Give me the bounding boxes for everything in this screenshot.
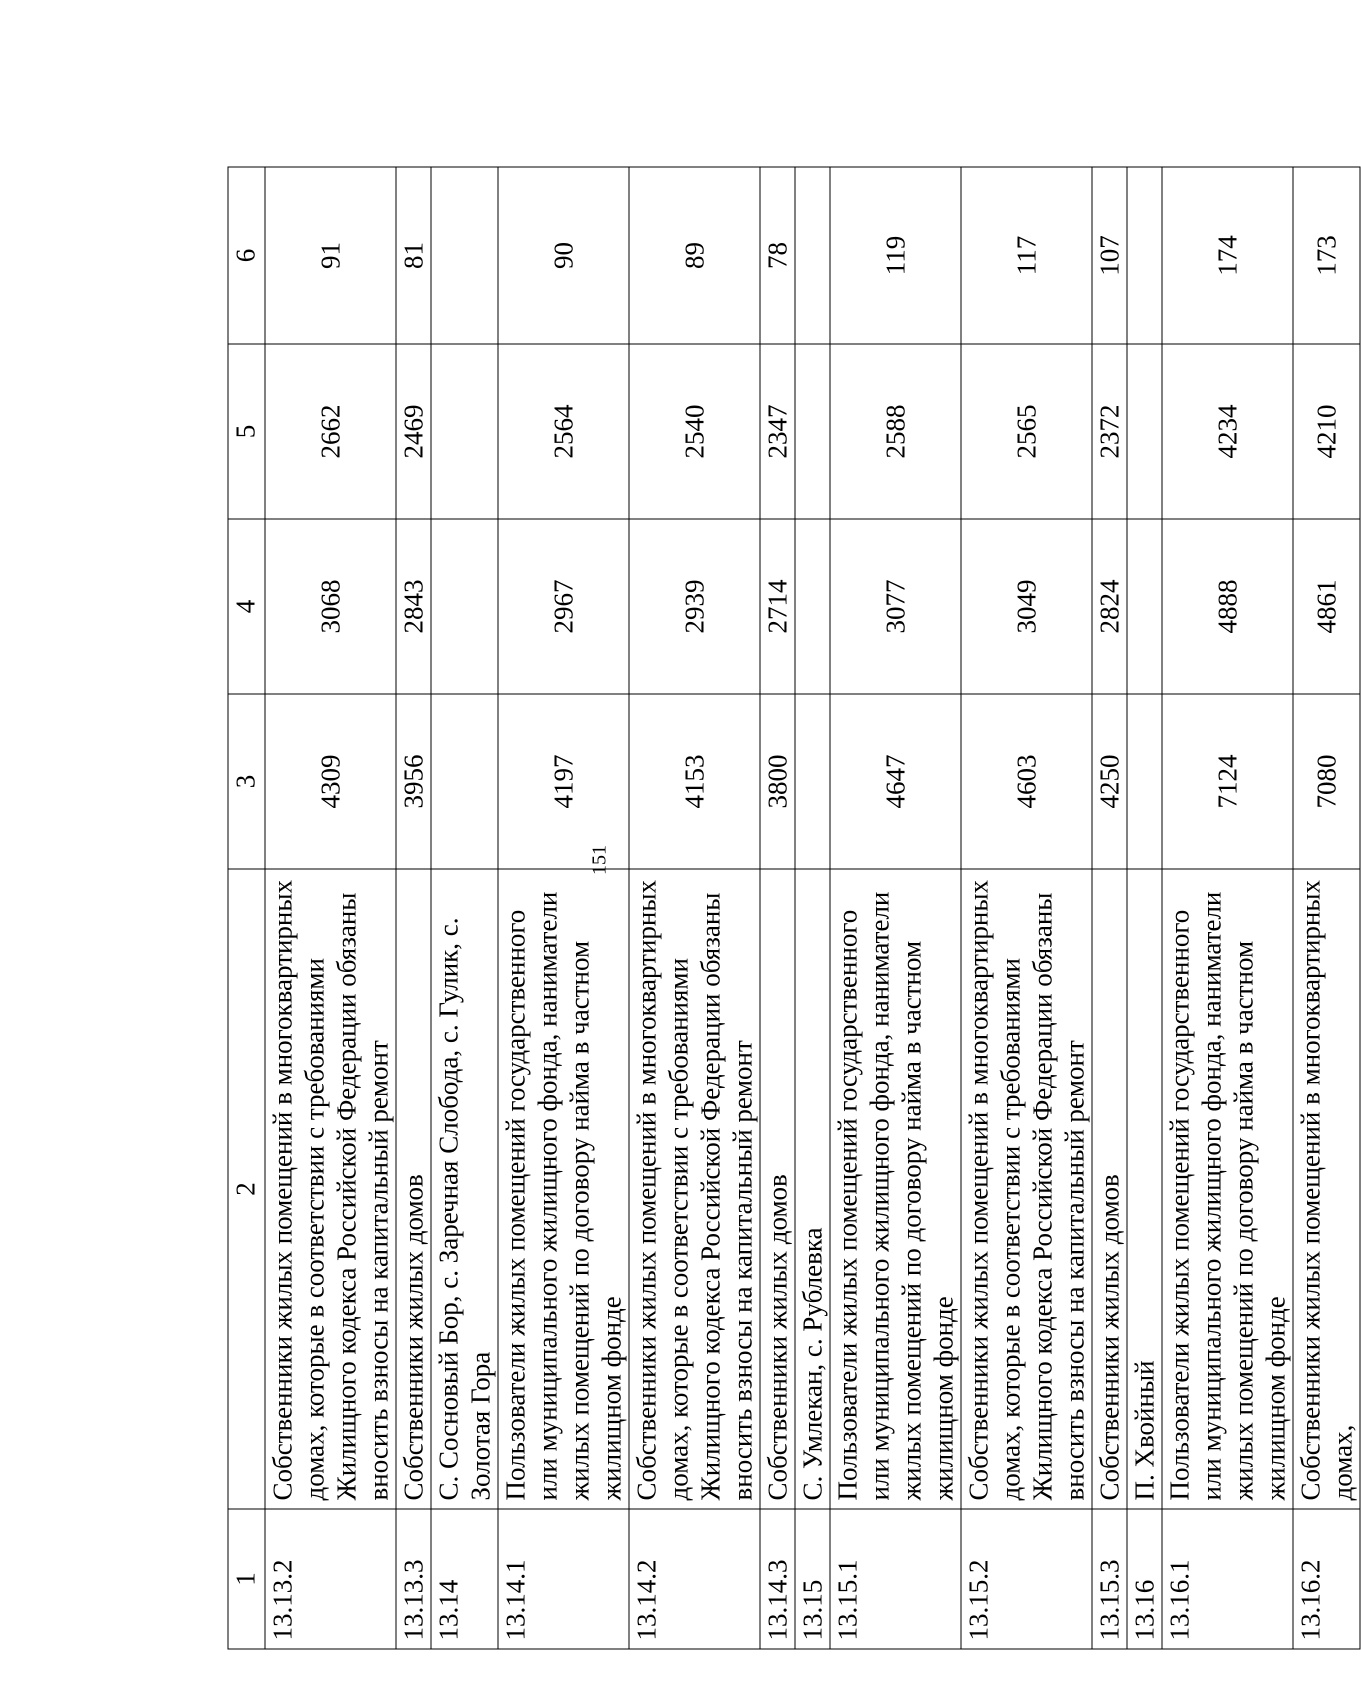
row-description: Пользователи жилых помещений государственного или муниципального жилищного фонда, наниматели жилых помещений по договору найма в частном жилищном фонде xyxy=(498,869,629,1509)
column-header-5: 5 xyxy=(228,344,265,519)
row-description: Собственники жилых помещений в многоквартирных домах, xyxy=(1293,869,1360,1509)
value-col-4 xyxy=(431,519,498,694)
value-col-3: 4647 xyxy=(830,694,961,869)
row-code: 13.16.1 xyxy=(1162,1509,1293,1649)
row-code: 13.16.2 xyxy=(1293,1509,1360,1649)
row-code: 13.15 xyxy=(795,1509,830,1649)
rotated-page xyxy=(228,167,1358,1649)
table-row xyxy=(961,167,1092,1649)
row-description: Собственники жилых домов xyxy=(396,869,431,1509)
value-col-4: 3049 xyxy=(961,519,1092,694)
value-col-4: 4861 xyxy=(1293,519,1360,694)
value-col-3: 4197 xyxy=(498,694,629,869)
section-title: П. Хвойный xyxy=(1127,869,1162,1509)
row-description: Пользователи жилых помещений государственного или муниципального жилищного фонда, наниматели жилых помещений по договору найма в частном жилищном фонде xyxy=(1162,869,1293,1509)
value-col-3: 7080 xyxy=(1293,694,1360,869)
value-col-4: 2824 xyxy=(1092,519,1127,694)
column-header-3: 3 xyxy=(228,694,265,869)
value-col-4: 2714 xyxy=(760,519,795,694)
value-col-5: 2588 xyxy=(830,344,961,519)
value-col-4: 3068 xyxy=(265,519,396,694)
page-number: 151 xyxy=(588,845,611,875)
row-description: Собственники жилых помещений в многоквартирных домах, которые в соответствии с требованиями Жилищного кодекса Российской Федерации обязаны вносить взносы на капитальный ремонт xyxy=(629,869,760,1509)
row-code: 13.13.2 xyxy=(265,1509,396,1649)
row-code: 13.15.2 xyxy=(961,1509,1092,1649)
table-row xyxy=(1092,167,1127,1649)
value-col-5: 2540 xyxy=(629,344,760,519)
row-code: 13.15.1 xyxy=(830,1509,961,1649)
value-col-3 xyxy=(795,694,830,869)
row-description: Собственники жилых помещений в многоквартирных домах, которые в соответствии с требованиями Жилищного кодекса Российской Федерации обязаны вносить взносы на капитальный ремонт xyxy=(961,869,1092,1509)
value-col-5: 2347 xyxy=(760,344,795,519)
value-col-3 xyxy=(1127,694,1162,869)
value-col-5 xyxy=(795,344,830,519)
row-code: 13.14 xyxy=(431,1509,498,1649)
value-col-6 xyxy=(795,167,830,344)
value-col-6: 119 xyxy=(830,167,961,344)
row-code: 13.14.2 xyxy=(629,1509,760,1649)
value-col-4 xyxy=(795,519,830,694)
value-col-5: 2565 xyxy=(961,344,1092,519)
value-col-6: 173 xyxy=(1293,167,1360,344)
section-title: С. Сосновый Бор, с. Заречная Слобода, с. Гулик, с. Золотая Гора xyxy=(431,869,498,1509)
value-col-3: 4153 xyxy=(629,694,760,869)
value-col-6 xyxy=(431,167,498,344)
value-col-6: 107 xyxy=(1092,167,1127,344)
value-col-3: 4309 xyxy=(265,694,396,869)
row-description: Собственники жилых домов xyxy=(1092,869,1127,1509)
row-code: 13.16 xyxy=(1127,1509,1162,1649)
row-description: Пользователи жилых помещений государственного или муниципального жилищного фонда, наниматели жилых помещений по договору найма в частном жилищном фонде xyxy=(830,869,961,1509)
table-row xyxy=(265,167,396,1649)
column-header-4: 4 xyxy=(228,519,265,694)
table-row xyxy=(760,167,795,1649)
value-col-5: 2372 xyxy=(1092,344,1127,519)
value-col-4: 2967 xyxy=(498,519,629,694)
table-row xyxy=(629,167,760,1649)
row-code: 13.14.3 xyxy=(760,1509,795,1649)
table-row xyxy=(396,167,431,1649)
section-row xyxy=(431,167,498,1649)
value-col-5: 4210 xyxy=(1293,344,1360,519)
section-row xyxy=(1127,167,1162,1649)
value-col-5: 4234 xyxy=(1162,344,1293,519)
table-row xyxy=(1293,167,1360,1649)
value-col-4: 2939 xyxy=(629,519,760,694)
row-code: 13.13.3 xyxy=(396,1509,431,1649)
value-col-6: 89 xyxy=(629,167,760,344)
value-col-4 xyxy=(1127,519,1162,694)
value-col-5 xyxy=(431,344,498,519)
column-header-6: 6 xyxy=(228,167,265,344)
value-col-4: 3077 xyxy=(830,519,961,694)
value-col-4: 2843 xyxy=(396,519,431,694)
value-col-3 xyxy=(431,694,498,869)
value-col-5: 2662 xyxy=(265,344,396,519)
section-title: С. Умлекан, с. Рублевка xyxy=(795,869,830,1509)
value-col-6: 117 xyxy=(961,167,1092,344)
value-col-6: 91 xyxy=(265,167,396,344)
tariff-table xyxy=(228,166,1361,1649)
value-col-3: 3956 xyxy=(396,694,431,869)
table-row xyxy=(830,167,961,1649)
section-row xyxy=(795,167,830,1649)
row-code: 13.15.3 xyxy=(1092,1509,1127,1649)
table-row xyxy=(498,167,629,1649)
value-col-5: 2564 xyxy=(498,344,629,519)
value-col-6: 174 xyxy=(1162,167,1293,344)
value-col-3: 3800 xyxy=(760,694,795,869)
column-header-1: 1 xyxy=(228,1509,265,1649)
value-col-6: 81 xyxy=(396,167,431,344)
value-col-5 xyxy=(1127,344,1162,519)
row-description: Собственники жилых помещений в многоквартирных домах, которые в соответствии с требованиями Жилищного кодекса Российской Федерации обязаны вносить взносы на капитальный ремонт xyxy=(265,869,396,1509)
value-col-3: 7124 xyxy=(1162,694,1293,869)
value-col-6 xyxy=(1127,167,1162,344)
value-col-6: 78 xyxy=(760,167,795,344)
value-col-3: 4603 xyxy=(961,694,1092,869)
header-row xyxy=(228,167,265,1649)
value-col-6: 90 xyxy=(498,167,629,344)
row-description: Собственники жилых домов xyxy=(760,869,795,1509)
value-col-4: 4888 xyxy=(1162,519,1293,694)
column-header-2: 2 xyxy=(228,869,265,1509)
value-col-3: 4250 xyxy=(1092,694,1127,869)
row-code: 13.14.1 xyxy=(498,1509,629,1649)
value-col-5: 2469 xyxy=(396,344,431,519)
table-row xyxy=(1162,167,1293,1649)
